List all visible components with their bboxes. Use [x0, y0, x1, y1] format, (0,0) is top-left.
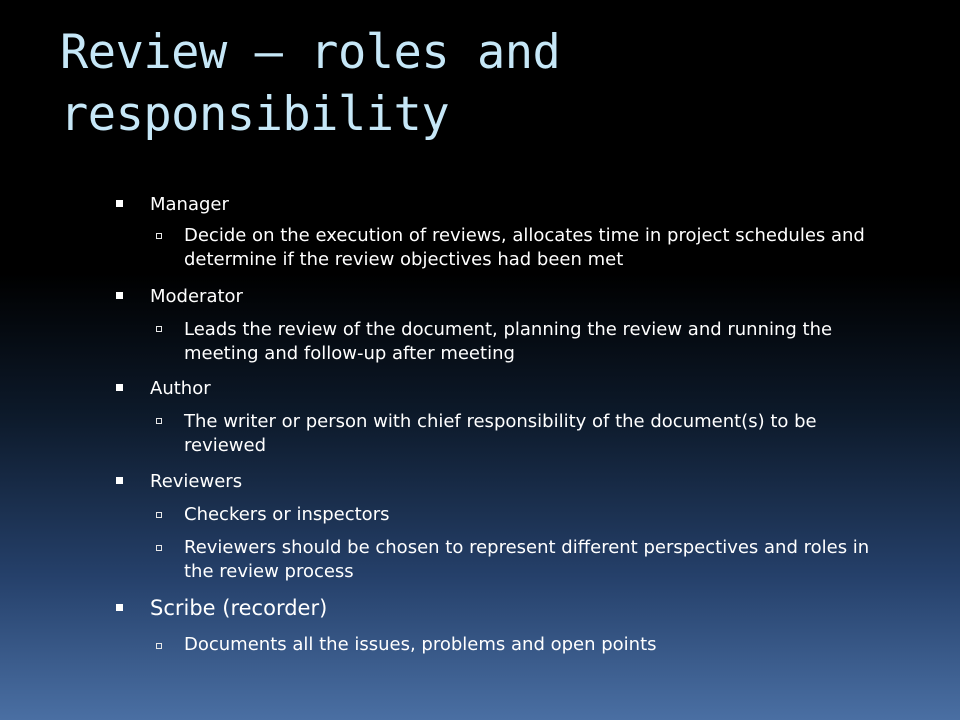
- square-bullet-icon: [116, 604, 123, 611]
- hollow-square-bullet-icon: [156, 326, 162, 332]
- hollow-square-bullet-icon: [156, 233, 162, 239]
- slide-title: Review – roles and responsibility: [60, 25, 561, 142]
- role-manager-detail: Decide on the execution of reviews, allocates time in project schedules and determine if the review objectives had been met: [184, 225, 865, 270]
- square-bullet-icon: [116, 292, 123, 299]
- square-bullet-icon: [116, 477, 123, 484]
- hollow-square-bullet-icon: [156, 643, 162, 649]
- role-scribe-detail: Documents all the issues, problems and open points: [184, 634, 657, 655]
- role-moderator: Moderator: [150, 286, 243, 307]
- hollow-square-bullet-icon: [156, 512, 162, 518]
- role-author: Author: [150, 378, 211, 399]
- role-reviewers: Reviewers: [150, 471, 243, 492]
- hollow-square-bullet-icon: [156, 545, 162, 551]
- role-moderator-detail: Leads the review of the document, planning the review and running the meeting and follow-up after meeting: [184, 319, 833, 364]
- square-bullet-icon: [116, 200, 123, 207]
- role-manager: Manager: [150, 194, 229, 215]
- role-reviewers-detail-1: Checkers or inspectors: [184, 504, 390, 525]
- square-bullet-icon: [116, 384, 123, 391]
- hollow-square-bullet-icon: [156, 418, 162, 424]
- role-author-detail: The writer or person with chief responsibility of the document(s) to be reviewed: [184, 411, 817, 456]
- role-scribe: Scribe (recorder): [150, 596, 328, 620]
- role-reviewers-detail-2: Reviewers should be chosen to represent different perspectives and roles in the review process: [184, 537, 870, 582]
